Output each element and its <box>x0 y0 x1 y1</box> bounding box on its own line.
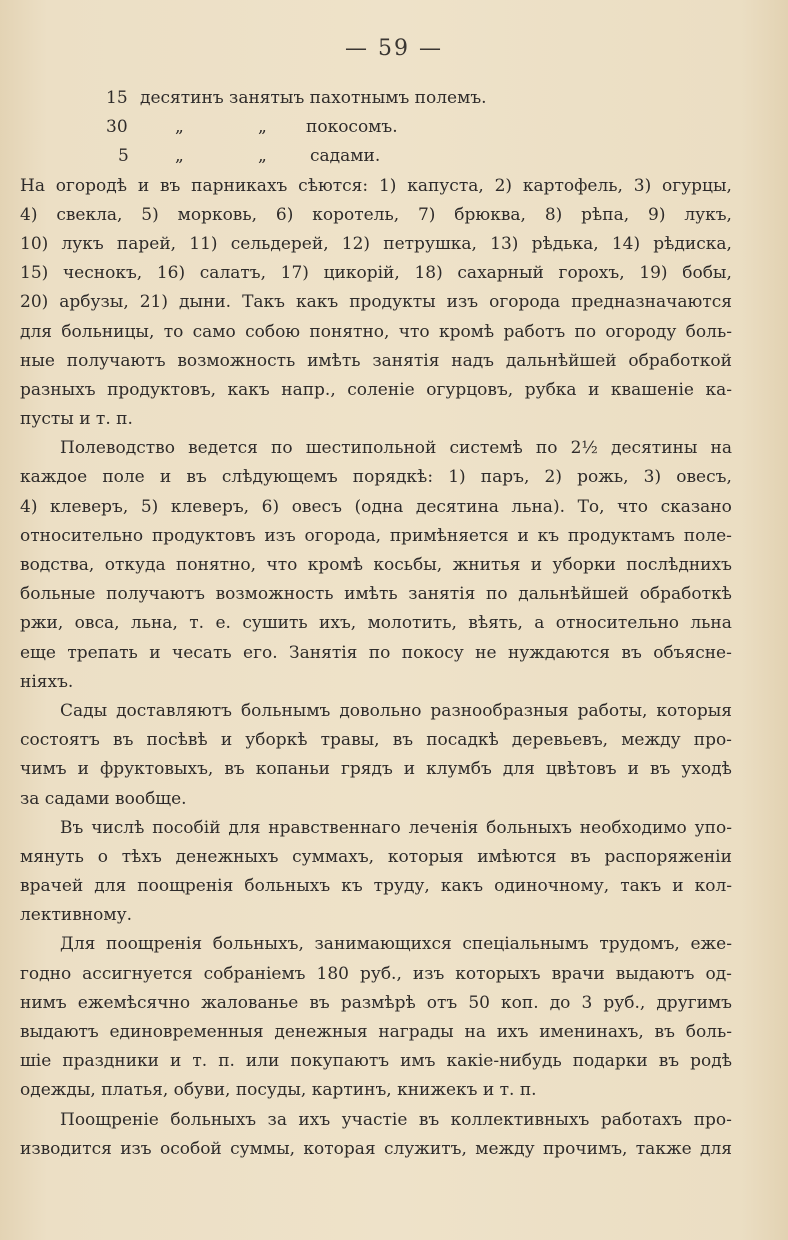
text-line: Поощреніе больныхъ за ихъ участіе въ коллективныхъ работахъ про- <box>60 1109 732 1130</box>
page-number: — 59 — <box>345 36 443 61</box>
text-line: 4) клеверъ, 5) клеверъ, 6) овесъ (одна десятина льна). То, что сказано <box>20 496 732 517</box>
text-line: На огородѣ и въ парникахъ сѣются: 1) капуста, 2) картофель, 3) огурцы, <box>20 175 732 196</box>
ditto-mark: „ <box>175 117 184 138</box>
paragraph <box>20 930 732 1105</box>
text-line: водства, откуда понятно, что кромѣ косьбы, жнитья и уборки послѣднихъ <box>20 555 732 575</box>
list-item-text: садами. <box>310 146 381 167</box>
text-line: ные получаютъ возможность имѣть занятія надъ дальнѣйшей обработкой <box>20 350 732 371</box>
text-line: одежды, платья, обуви, посуды, картинъ, книжекъ и т. п. <box>20 1080 537 1101</box>
paragraph <box>20 1106 732 1164</box>
text-line: Сады доставляютъ больнымъ довольно разнообразныя работы, которыя <box>60 700 732 721</box>
text-line: больные получаютъ возможность имѣть занятія по дальнѣйшей обработкѣ <box>20 584 732 605</box>
land-use-list <box>20 84 732 172</box>
text-line: для больницы, то само собою понятно, что кромѣ работъ по огороду боль- <box>20 321 732 342</box>
text-line: ніяхъ. <box>20 671 74 692</box>
text-line: 15) чеснокъ, 16) салатъ, 17) цикорій, 18) сахарный горохъ, 19) бобы, <box>20 263 732 284</box>
list-item-text: десятинъ занятыъ пахотнымъ полемъ. <box>140 88 487 108</box>
paragraph <box>20 814 732 931</box>
text-line: лективному. <box>20 905 132 926</box>
ditto-mark: „ <box>258 146 267 167</box>
list-item <box>20 84 732 113</box>
text-line: Въ числѣ пособій для нравственнаго леченія больныхъ необходимо упо- <box>60 817 732 838</box>
text-line: Полеводство ведется по шестипольной системѣ по 2½ десятины на <box>60 438 732 459</box>
text-line: нимъ ежемѣсячно жалованье въ размѣрѣ отъ 50 коп. до 3 руб., другимъ <box>20 992 732 1013</box>
text-line: годно ассигнуется собраніемъ 180 руб., изъ которыхъ врачи выдаютъ од- <box>20 963 732 984</box>
text-line: изводится изъ особой суммы, которая служитъ, между прочимъ, также для <box>20 1138 732 1159</box>
text-line: за садами вообще. <box>20 788 187 809</box>
paragraphs <box>20 172 732 1164</box>
text-line: каждое поле и въ слѣдующемъ порядкѣ: 1) паръ, 2) рожь, 3) овесъ, <box>20 467 732 488</box>
paragraph <box>20 434 732 697</box>
text-line: ржи, овса, льна, т. е. сушить ихъ, молотить, вѣять, а относительно льна <box>20 613 732 634</box>
paragraph <box>20 172 732 435</box>
ditto-mark: „ <box>258 117 267 138</box>
text-line: 4) свекла, 5) морковь, 6) коротель, 7) брюква, 8) рѣпа, 9) лукъ, <box>20 204 732 225</box>
text-line: чимъ и фруктовыхъ, въ копаньи грядъ и клумбъ для цвѣтовъ и въ уходѣ <box>20 759 732 780</box>
text-line: состоятъ въ посѣвѣ и уборкѣ травы, въ посадкѣ деревьевъ, между про- <box>20 730 732 751</box>
list-item-number: 30 <box>106 117 128 138</box>
text-line: шіе праздники и т. п. или покупаютъ имъ какіе-нибудь подарки въ родѣ <box>20 1051 732 1072</box>
paragraph <box>20 697 732 814</box>
list-item-number: 5 <box>118 146 129 167</box>
text-line: разныхъ продуктовъ, какъ напр., соленіе огурцовъ, рубка и квашеніе ка- <box>20 379 732 400</box>
list-item-text: покосомъ. <box>306 117 398 138</box>
text-line: выдаютъ единовременныя денежныя награды на ихъ именинахъ, въ боль- <box>20 1022 732 1042</box>
text-line: врачей для поощренія больныхъ къ труду, какъ одиночному, такъ и кол- <box>20 876 732 897</box>
list-item <box>20 113 732 142</box>
page-text <box>20 84 732 1164</box>
text-line: относительно продуктовъ изъ огорода, примѣняется и къ продуктамъ поле- <box>20 525 732 546</box>
ditto-mark: „ <box>175 146 184 167</box>
text-line: 20) арбузы, 21) дыни. Такъ какъ продукты изъ огорода предназначаются <box>20 292 732 313</box>
list-item <box>20 142 732 171</box>
text-line: пусты и т. п. <box>20 409 133 430</box>
text-line: мянуть о тѣхъ денежныхъ суммахъ, которыя имѣются въ распоряженіи <box>20 846 732 867</box>
text-line: еще трепать и чесать его. Занятія по покосу не нуждаются въ объясне- <box>20 642 732 663</box>
text-line: 10) лукъ парей, 11) сельдерей, 12) петрушка, 13) рѣдька, 14) рѣдиска, <box>20 233 732 254</box>
text-line: Для поощренія больныхъ, занимающихся спеціальнымъ трудомъ, еже- <box>60 934 732 955</box>
list-item-number: 15 <box>106 88 128 108</box>
